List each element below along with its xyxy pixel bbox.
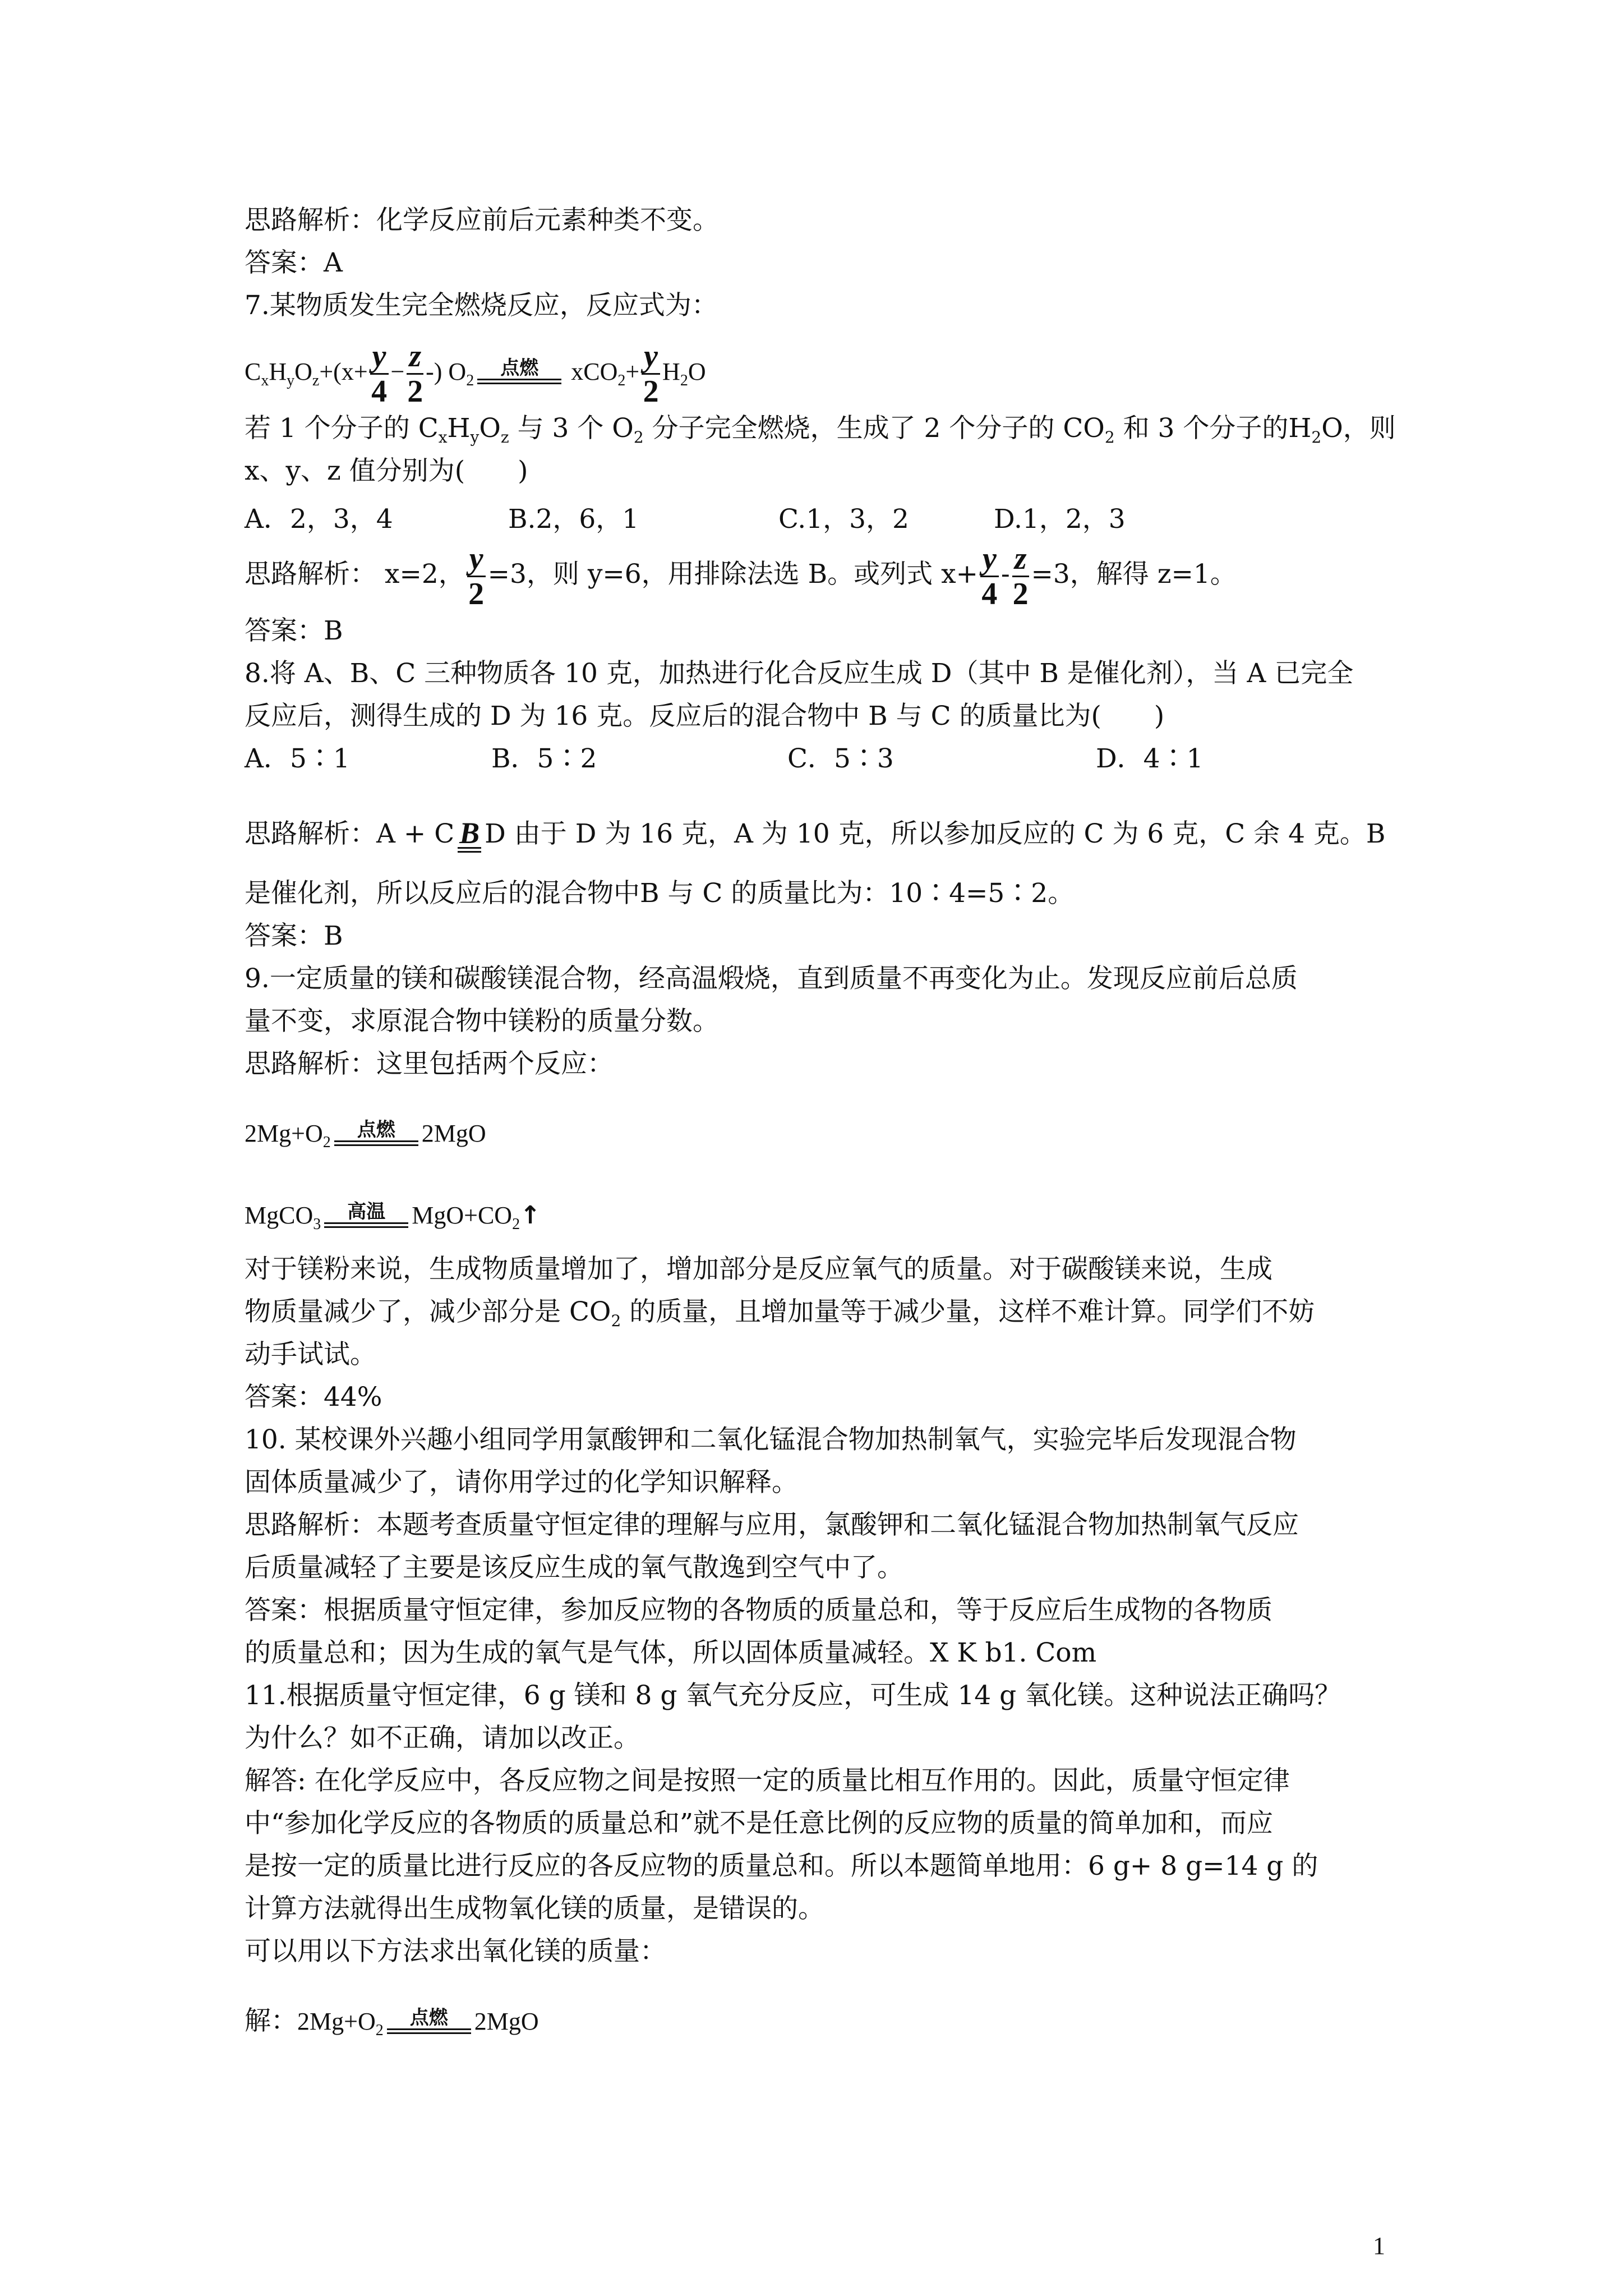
page-content (245, 199, 1400, 2043)
fraction-y-over-4: $\frac{y}{4}$ (370, 341, 389, 407)
q11-ans-1: 解答: 在化学反应中，各反应物之间是按照一定的质量比相互作用的。因此，质量守恒定律 (245, 1765, 1290, 1796)
q10-analysis-1: 思路解析：本题考查质量守恒定律的理解与应用，氯酸钾和二氧化锰混合物加热制氧气反应 (245, 1509, 1299, 1540)
reaction-arrow: 点燃 (387, 2007, 471, 2034)
q7-analysis: 思路解析： x=2， $\frac{y}{2}$ =3，则 y=6，用排除法选 B。或列式 x+ $\frac{y}{4}$ - $\frac{z}{2}$ =3，解得 z=1。 (245, 541, 1237, 611)
q7-stem: 7.某物质发生完全燃烧反应，反应式为： (245, 290, 718, 321)
q10-answer-1: 答案：根据质量守恒定律，参加反应物的各物质的质量总和，等于反应后生成物的各物质 (245, 1594, 1272, 1626)
q8-line1: 8.将 A、B、C 三种物质各 10 克，加热进行化合反应生成 D（其中 B 是催化剂），当 A 已完全 (245, 657, 1354, 689)
q9-line1: 9.一定质量的镁和碳酸镁混合物，经高温煅烧，直到质量不再变化为止。发现反应前后总质 (245, 963, 1298, 994)
q9-line2: 量不变，求原混合物中镁粉的质量分数。 (245, 1005, 719, 1037)
gas-up-arrow-icon: ↑ (520, 1200, 541, 1230)
q7-line1: 若 1 个分子的 $C_xH_yO_z$ 与 3 个 $O_2$ 分子完全燃烧，生成了 2 个分子的 $CO_2$ 和 3 个分子的$H_2O$，则 (245, 413, 1396, 447)
q8-options (245, 738, 1400, 780)
q7-answer: 答案：B (245, 615, 343, 646)
q6-answer: 答案：A (245, 247, 343, 278)
q11-solution-equation: 解：$2Mg+O_2$ 点燃 2MgO (245, 2005, 539, 2039)
q11-ans-5: 可以用以下方法求出氧化镁的质量： (245, 1935, 666, 1967)
q10-analysis-2: 后质量减轻了主要是该反应生成的氧气散逸到空气中了。 (245, 1552, 903, 1583)
fraction-y-over-2: $\frac{y}{2}$ (642, 341, 660, 407)
q10-answer-2: 的质量总和；因为生成的氧气是气体，所以固体质量减轻。X K b1. Com (245, 1637, 1097, 1668)
q7-line2: x、y、z 值分别为( ) (245, 455, 528, 487)
reaction-arrow: 高温 (324, 1201, 408, 1228)
q8-answer: 答案：B (245, 920, 343, 951)
q9-equation-2: MgCO$_3$ 高温 $MgO+CO_2↑$ (245, 1200, 541, 1233)
q9-equation-1: $2Mg+O_2$ 点燃 2MgO (245, 1118, 486, 1151)
q7-option-a: A．2，3，4 (245, 504, 393, 535)
q9-para-line2: 物质量减少了，减少部分是 $CO_2$ 的质量，且增加量等于减少量，这样不难计算。同学们不妨 (245, 1296, 1315, 1330)
q11-ans-2: 中“参加化学反应的各物质的质量总和”就不是任意比例的反应物的质量的简单加和，而应 (245, 1807, 1274, 1839)
reaction-arrow: 点燃 (334, 1119, 418, 1146)
q7-option-c: C.1，3，2 (778, 504, 909, 535)
page-number: 1 (1373, 2232, 1385, 2260)
q7-option-b: B.2，6，1 (508, 504, 639, 535)
q8-option-c: C．5∶3 (787, 743, 894, 774)
q9-para-line1: 对于镁粉来说，生成物质量增加了，增加部分是反应氧气的质量。对于碳酸镁来说，生成 (245, 1253, 1272, 1285)
q9-analysis: 思路解析：这里包括两个反应： (245, 1048, 614, 1079)
q9-para-line3: 动手试试。 (245, 1338, 376, 1370)
q11-ans-3: 是按一定的质量比进行反应的各反应物的质量总和。所以本题简单地用：6 g+ 8 g=14 g 的 (245, 1850, 1318, 1881)
q9-answer: 答案：44% (245, 1381, 382, 1412)
q11-ans-4: 计算方法就得出生成物氧化镁的质量，是错误的。 (245, 1893, 824, 1924)
reaction-arrow: 点燃 (477, 357, 561, 384)
q8-analysis: 思路解析：A + C B D 由于 D 为 16 克，A 为 10 克，所以参加反应的 C 为 6 克，C 余 4 克。B (245, 807, 1400, 861)
q8-line2: 反应后，测得生成的 D 为 16 克。反应后的混合物中 B 与 C 的质量比为( ) (245, 700, 1165, 731)
q11-line1: 11.根据质量守恒定律，6 g 镁和 8 g 氧气充分反应，可生成 14 g 氧化镁。这种说法正确吗？ (245, 1680, 1341, 1711)
q10-line2: 固体质量减少了，请你用学过的化学知识解释。 (245, 1466, 798, 1498)
catalyst-arrow: B (458, 819, 481, 853)
q11-line2: 为什么？如不正确，请加以改正。 (245, 1722, 640, 1754)
q7-options (245, 498, 1400, 541)
q8-option-b: B．5∶2 (491, 743, 597, 774)
q8-option-d: D．4∶1 (1096, 743, 1204, 774)
q7-equation: $C_xH_yO_z+(x+$ $\frac{y}{4}$ − $\frac{z}{2}$ -) $O_2$ 点燃 xCO$_2$+ $\frac{y}{2}$ $H_2O$ (245, 339, 706, 409)
q8-option-a: A．5∶1 (245, 743, 350, 774)
q6-analysis: 思路解析：化学反应前后元素种类不变。 (245, 205, 719, 236)
q8-analysis-line2: 是催化剂，所以反应后的混合物中B 与 C 的质量比为：10∶4=5∶2。 (245, 877, 1075, 909)
q10-line1: 10. 某校课外兴趣小组同学用氯酸钾和二氧化锰混合物加热制氧气，实验完毕后发现混合物 (245, 1424, 1297, 1455)
fraction-z-over-2: $\frac{z}{2}$ (407, 339, 423, 409)
q7-option-d: D.1，2，3 (994, 504, 1126, 535)
